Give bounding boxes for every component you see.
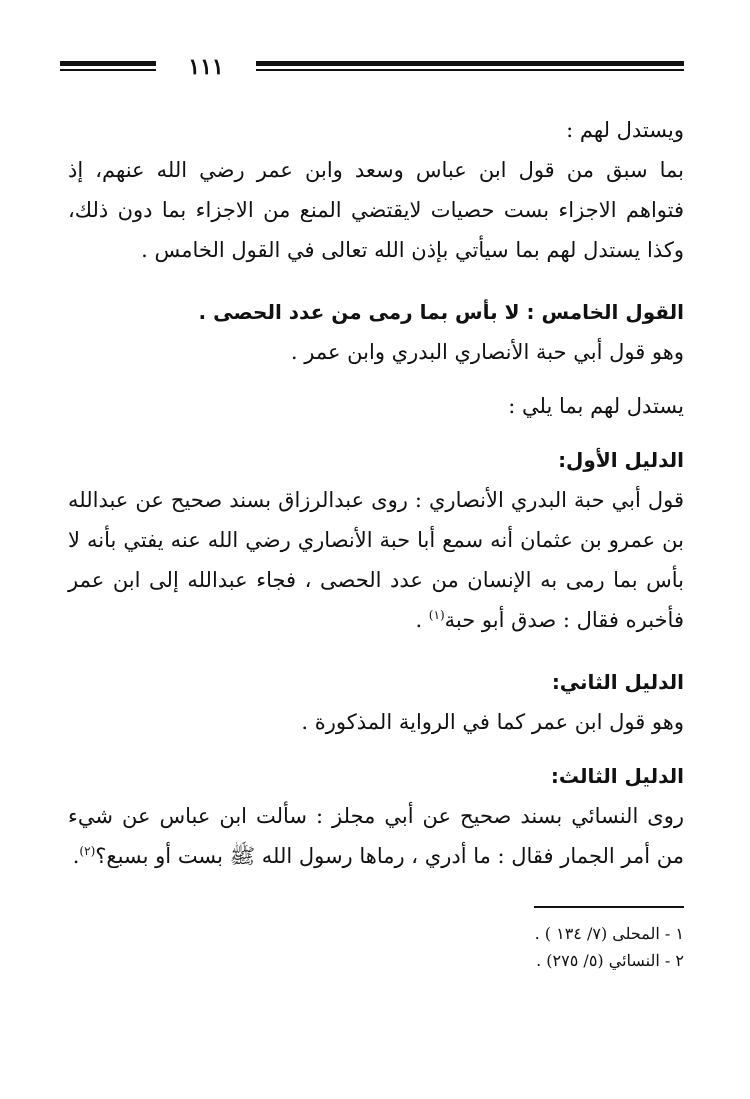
third-evidence-text xyxy=(68,796,684,876)
intro-label: ويستدل لهم : xyxy=(566,118,684,142)
second-evidence-text: وهو قول ابن عمر كما في الرواية المذكورة . xyxy=(301,710,684,734)
first-evidence-body: قول أبي حبة البدري الأنصاري : روى عبدالرزاق بسند صحيح عن عبدالله بن عمرو بن عثمان أنه سمع أبا حبة الأنصاري رضي الله عنه يفتي بأنه لا بأس بما رمى به الإنسان من عدد الحصى ، فجاء عبدالله إلى ابن عمر فأخبره فقال : صدق أبو حبة xyxy=(68,488,684,632)
third-evidence-heading: الدليل الثالث: xyxy=(550,764,684,788)
page-body xyxy=(68,110,684,974)
fifth-opinion-heading: القول الخامس : لا بأس بما رمى من عدد الحصى . xyxy=(198,300,684,324)
footnote-1: ١ - المحلى (٧/ ١٣٤ ) . xyxy=(534,924,684,943)
fifth-opinion-text: وهو قول أبي حبة الأنصاري البدري وابن عمر . xyxy=(290,340,684,364)
evidence-intro: يستدل لهم بما يلي : xyxy=(508,394,684,418)
footnote-ref-2: (٢) xyxy=(79,844,96,858)
intro-paragraph: بما سبق من قول ابن عباس وسعد وابن عمر رضي الله عنهم، إذ فتواهم الاجزاء بست حصيات لايقتضي المنع من الاجزاء بما دون ذلك، وكذا يستدل لهم بما سيأتي بإذن الله تعالى في القول الخامس . xyxy=(68,158,684,262)
third-evidence-end: . xyxy=(72,844,80,868)
second-evidence-heading: الدليل الثاني: xyxy=(551,670,684,694)
first-evidence-text xyxy=(68,480,684,640)
third-evidence-body: روى النسائي بسند صحيح عن أبي مجلز : سألت ابن عباس عن شيء من أمر الجمار فقال : ما أدري ، رماها رسول الله ﷺ بست أو بسبع؟ xyxy=(68,804,684,868)
page-number: ١١١ xyxy=(188,54,224,80)
page-header xyxy=(60,56,684,80)
footnote-divider xyxy=(534,906,684,908)
header-rule-right xyxy=(256,61,684,71)
header-rule-left xyxy=(60,61,156,71)
first-evidence-end: . xyxy=(415,608,429,632)
first-evidence-heading: الدليل الأول: xyxy=(558,448,684,472)
footnote-2: ٢ - النسائي (٥/ ٢٧٥) . xyxy=(536,951,684,970)
footnote-ref-1: (١) xyxy=(428,608,445,622)
